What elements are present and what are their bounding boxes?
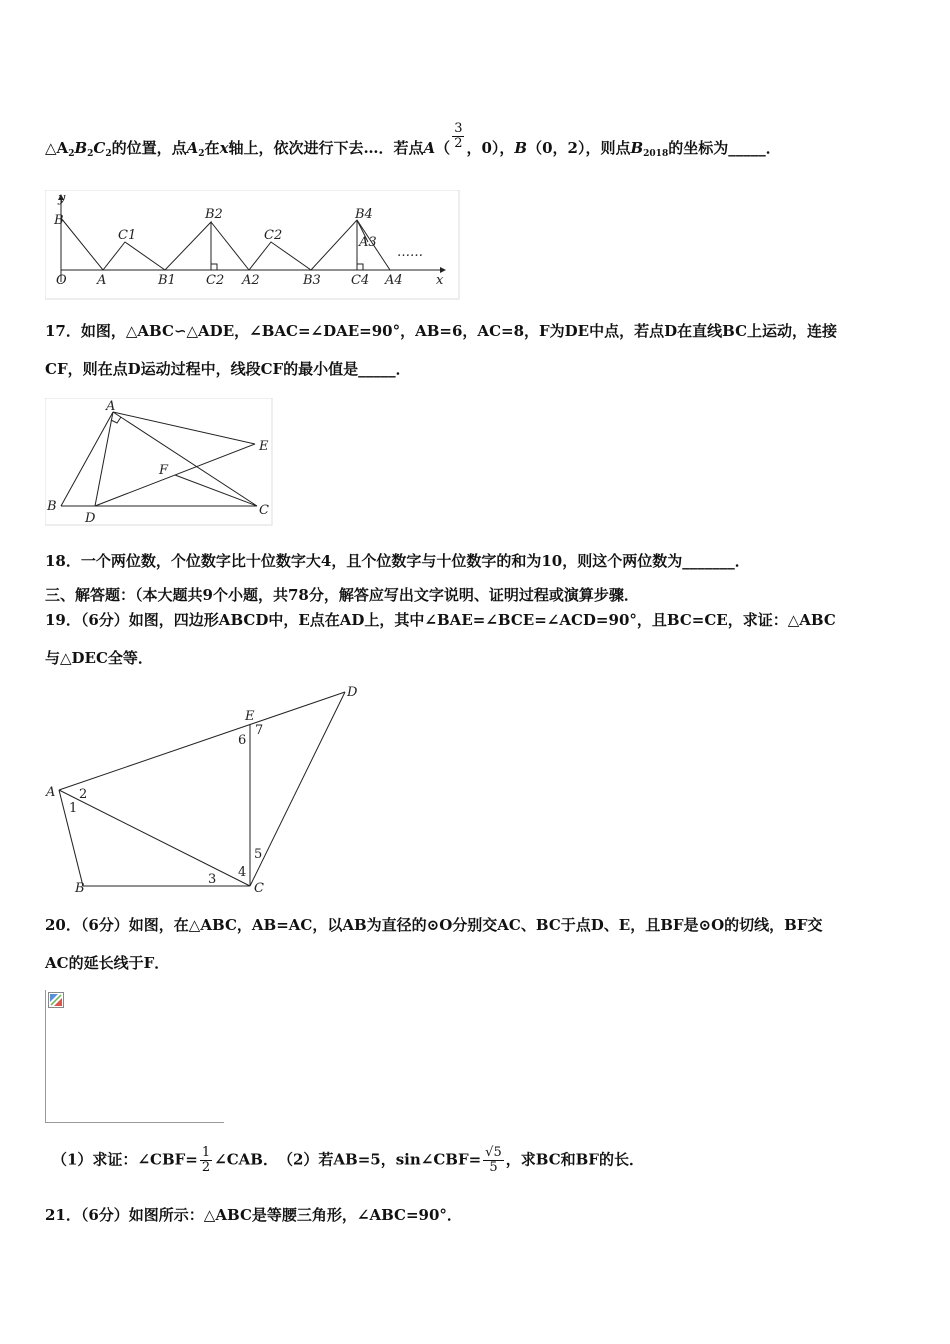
fig19-angle-2: 2 <box>79 787 88 802</box>
fig17-label-c: C <box>259 503 269 518</box>
q20-line1: 20．（6分）如图，在△ABC，AB=AC，以AB为直径的⊙O分别交AC、BC于点D、E，且BF是⊙O的切线，BF交 <box>45 916 823 934</box>
fig16-label-x: x <box>436 273 444 288</box>
fig16-label-a2: A2 <box>242 273 260 288</box>
fig19-label-c: C <box>254 881 264 894</box>
fig19-angle-4: 4 <box>238 865 247 880</box>
fraction-sqrt5-5: $\frac{√5}{5}$ <box>485 1145 502 1175</box>
fig19-label-e: E <box>245 709 255 724</box>
fig16-label-b3: B3 <box>303 273 321 288</box>
fig16-label-c1: C1 <box>118 228 137 243</box>
q16-text: $\triangle A_2B_2C_2$的位置，点$A_2$在x轴上，依次进行下去…．若点A（ $\frac{3}{2}$ ，0），B（0，2），则点$B_{2018}$的坐标为_____． <box>45 121 781 159</box>
fig16-label-c4: C4 <box>351 273 370 288</box>
fig17-label-b: B <box>47 499 57 514</box>
broken-image-icon <box>48 992 64 1008</box>
fig16-label-c2-top: C2 <box>264 228 283 243</box>
fig17-label-d: D <box>85 511 96 526</box>
fig16-label-c2: C2 <box>206 273 225 288</box>
q19-line1: 19．（6分）如图，四边形ABCD中，E点在AD上，其中∠BAE=∠BCE=∠ACD=90°，且BC=CE，求证：△ABC <box>45 611 836 629</box>
fig16-label-y: y <box>58 191 66 206</box>
fraction-1-2: $\frac{1}{2}$ <box>201 1145 211 1175</box>
fraction-3-2: $\frac{3}{2}$ <box>454 121 463 151</box>
fig17-label-f: F <box>159 463 169 478</box>
fig19-label-a: A <box>46 785 56 800</box>
fig19-angle-7: 7 <box>255 723 264 738</box>
fig19-angle-1: 1 <box>69 801 78 816</box>
figure-17 <box>45 398 273 526</box>
q19-line2: 与△DEC全等． <box>45 649 153 667</box>
fig16-label-b: B <box>54 213 64 228</box>
fig19-angle-5: 5 <box>254 847 263 862</box>
fig19-angle-6: 6 <box>238 733 247 748</box>
figure-19 <box>45 682 365 894</box>
fig17-label-e: E <box>259 439 269 454</box>
fig16-label-a: A <box>97 273 107 288</box>
q20-line2: AC的延长线于F． <box>45 954 170 972</box>
fig16-label-a4: A4 <box>385 273 403 288</box>
section-3-heading: 三、解答题：（本大题共9个小题，共78分，解答应写出文字说明、证明过程或演算步骤． <box>45 586 639 604</box>
q18: 18．一个两位数，个位数字比十位数字大4，且个位数字与十位数字的和为10，则这个两位数为_______． <box>45 552 750 570</box>
figure-16 <box>45 190 460 300</box>
fig16-label-b1: B1 <box>158 273 176 288</box>
q17-line1: 17．如图，△ABC∽△ADE，∠BAC=∠DAE=90°，AB=6，AC=8，F为DE中点，若点D在直线BC上运动，连接 <box>45 322 838 340</box>
fig16-label-dots: …… <box>397 245 423 260</box>
q20-parts: （1）求证：∠CBF= $\frac{1}{2}$ ∠CAB． （2）若AB=5，sin∠CBF= $\frac{√5}{5}$ ，求BC和BF的长． <box>52 1145 644 1175</box>
q17-line2: CF，则在点D运动过程中，线段CF的最小值是_____． <box>45 360 411 378</box>
broken-image-placeholder <box>45 990 224 1123</box>
fig19-label-d: D <box>347 685 358 700</box>
fig16-label-a3: A3 <box>359 235 377 250</box>
fig19-label-b: B <box>75 881 85 894</box>
fig16-label-o: O <box>56 273 67 288</box>
fig16-label-b4: B4 <box>355 207 373 222</box>
fig19-angle-3: 3 <box>208 872 217 887</box>
q21: 21．（6分）如图所示：△ABC是等腰三角形，∠ABC=90°． <box>45 1206 462 1224</box>
fig17-label-a: A <box>106 399 116 414</box>
fig16-label-b2: B2 <box>205 207 223 222</box>
